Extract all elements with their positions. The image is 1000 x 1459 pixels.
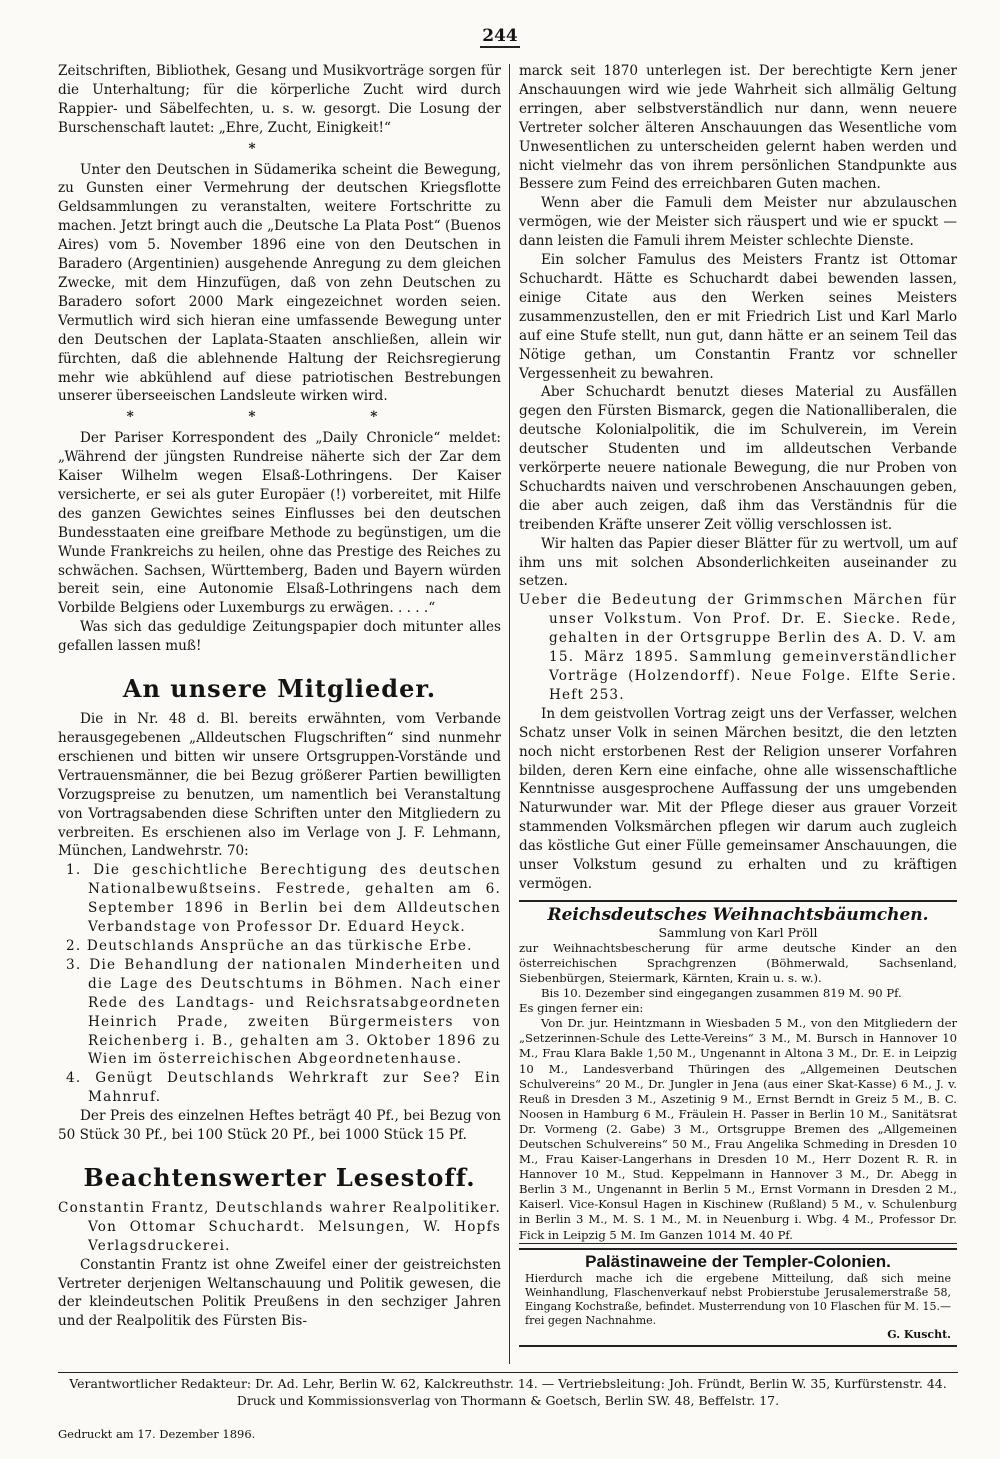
list-item: 4. Genügt Deutschlands Wehrkraft zur See? Ein Mahnruf.: [66, 1070, 501, 1106]
donation-intro: Es gingen ferner ein:: [519, 1001, 644, 1016]
left-column: [58, 62, 501, 1331]
list-item: 2. Deutschlands Ansprüche an das türkische Erbe.: [66, 937, 473, 954]
book-citation: Ueber die Bedeutung der Grimmschen Märchen für unser Volkstum. Von Prof. Dr. E. Siecke. Rede, gehalten in der Ortsgruppe Berlin des A. D. V. am 15. März 1895. Sammlung gemeinverständlicher Vorträge (Holzendorff). Neue Folge. Elfte Serie. Heft 253.: [519, 592, 957, 703]
separator-stars: *: [248, 140, 311, 157]
paragraph: marck seit 1870 unterlegen ist. Der berechtigte Kern jener Anschauungen wird wie jede Wahrheit sich allmälig Geltung erringen, aber selbstverständlich nur dann, wenn neuere Vertreter solcher älteren Anschauungen das Wesentliche vom Unwesentlichen zu unterscheiden gelernt haben werden und nicht vielmehr das von ihrem persönlichen Standpunkte aus Bessere zum Feind des erreichbaren Guten machen.: [519, 63, 957, 193]
paragraph: Wenn aber die Famuli dem Meister nur abzulauschen vermögen, wie der Meister sich räuspert und wie er spuckt — dann leisten die Famuli ihrem Meister schlechte Dienste.: [519, 195, 957, 250]
paragraph: Der Preis des einzelnen Heftes beträgt 40 Pf., bei Bezug von 50 Stück 30 Pf., bei 100 Stück 20 Pf., bei 1000 Stück 15 Pf.: [58, 1108, 501, 1144]
paragraph: Zeitschriften, Bibliothek, Gesang und Musikvorträge sorgen für die Unterhaltung; für die körperliche Zucht wird durch Rappier- und Säbelfechten, u. s. w. gesorgt. Die Losung der Burschenschaft lautet: „Ehre, Zucht, Einigkeit!“: [58, 63, 501, 136]
ad-signature: G. Kuscht.: [887, 1327, 951, 1341]
paragraph: Was sich das geduldige Zeitungspapier doch mitunter alles gefallen lassen muß!: [58, 619, 501, 655]
paragraph: Aber Schuchardt benutzt dieses Material zu Ausfällen gegen den Fürsten Bismarck, gegen die Nationalliberalen, die deutsche Kolonialpolitik, die im Schulverein, im Verein deutscher Studenten und im alldeutschen Verbande verkörperte neuere nationale Bewegung, die nur Proben von Schuchardts naiven und verschrobenen Anschauungen geben, die aber auch zeigen, daß ihm das Verständnis für die treibenden Kräfte unserer Zeit völlig verschlossen ist.: [519, 384, 957, 533]
paragraph: Unter den Deutschen in Südamerika scheint die Bewegung, zu Gunsten einer Vermehrung der deutschen Kriegsflotte Geldsammlungen zu veranstalten, weitere Fortschritte zu machen. Jetzt bringt auch die „Deutsche La Plata Post“ (Buenos Aires) vom 5. November 1896 eine von den Deutschen in Baradero (Argentinien) ausgehende Anregung zu dem gleichen Zwecke, mit dem Hinzufügen, daß von zehn Deutschen zu Baradero sofort 2000 Mark eingezeichnet worden seien. Vermutlich wird sich hieran eine umfassende Bewegung unter den Deutschen der Laplata-Staaten anschließen, allein wir fürchten, daß die ablehnende Haltung der Reichsregierung mehr wie abkühlend auf diese patriotischen Bestrebungen unserer überseeischen Landsleute wirken wird.: [58, 161, 501, 405]
book-citation: Constantin Frantz, Deutschlands wahrer Realpolitiker. Von Ottomar Schuchardt. Melsungen, W. Hopfs Verlagsdruckerei.: [58, 1199, 501, 1254]
paragraph: In dem geistvollen Vortrag zeigt uns der Verfasser, welchen Schatz unser Volk in seinen Märchen besitzt, die den letzten noch nicht erstorbenen Rest der Religion unserer Vorfahren bilden, deren Kern eine einfache, ohne alle wissenschaftliche Kenntnisse ausgesprochene Auffassung der uns umgebenden Naturwunder war. Mit der Pflege dieser aus grauer Vorzeit stammenden Volksmärchen pflegen wir darum auch zugleich das köstliche Gut einer Fülle gemeinsamer Anschauungen, die unser Volkstum gesund zu erhalten und zu kräftigen vermögen.: [519, 705, 957, 892]
imprint: [58, 1372, 958, 1409]
paragraph: Wir halten das Papier dieser Blätter für zu wertvoll, um auf ihm uns mit solchen Absonderlichkeiten auseinander zu setzen.: [519, 535, 957, 590]
list-item: 3. Die Behandlung der nationalen Minderheiten und die Lage des Deutschtums in Böhmen. Nach einer Rede des Landtags- und Reichsratsabgeordneten Heinrich Prade, zweiten Bürgermeisters von Reichenberg i. B., gehalten am 3. Oktober 1896 zu Wien im österreichischen Abgeordnetenhause.: [66, 956, 501, 1068]
paragraph: Der Pariser Korrespondent des „Daily Chronicle“ meldet: „Während der jüngsten Rundreise näherte sich der Zar dem Kaiser Wilhelm wegen Elsaß-Lothringens. Der Kaiser versicherte, er sei als guter Europäer (!) vorbereitet, mit Hilfe des ganzen Gewichtes seines Einflusses bei den deutschen Bundesstaaten eine greifbare Methode zu begünstigen, um die Wunde Frankreichs zu heilen, ohne das Prestige des Reiches zu schwächen. Sachsen, Württemberg, Baden und Bayern würden bereit sein, eine Autonomie Elsaß-Lothringens nach dem Vorbilde Belgiens oder Luxemburgs zu erwägen. . . . .“: [58, 430, 501, 617]
list-item: 1. Die geschichtliche Berechtigung des deutschen Nationalbewußtseins. Festrede, gehalten am 6. September 1896 in Berlin bei dem Alldeutschen Verbandstage von Professor Dr. Eduard Heyck.: [66, 862, 501, 936]
donation-title: Reichsdeutsches Weihnachtsbäumchen.: [547, 904, 929, 925]
ad-title: Palästinaweine der Templer-Colonien.: [585, 1251, 891, 1271]
section-heading: An unsere Mitglieder.: [122, 674, 437, 704]
paragraph: Constantin Frantz ist ohne Zweifel einer der geistreichsten Vertreter derjenigen Weltanschauung und Politik gewesen, die der kleindeutschen Politik Preußens in den sechziger Jahren und der Realpolitik des Fürsten Bis-: [58, 1256, 501, 1330]
paragraph: Die in Nr. 48 d. Bl. bereits erwähnten, vom Verbande herausgegebenen „Alldeutschen Flugschriften“ sind nunmehr erschienen und bitten wir unsere Ortsgruppen-Vorstände und Vertrauensmänner, die bei Bezug größerer Partien bewilligten Vorzugspreise zu benutzen, um namentlich bei Veranstaltung von Vortragsabenden diese Schriften unter den Mitgliedern zu verbreiten. Es erschienen also im Verlage von J. F. Lehmann, München, Landwehrstr. 70:: [58, 711, 501, 860]
print-date: Gedruckt am 17. Dezember 1896.: [58, 1427, 256, 1441]
separator-stars: * * *: [126, 409, 433, 426]
publication-list: [58, 861, 501, 1107]
donation-list: Von Dr. jur. Heintzmann in Wiesbaden 5 M., von den Mitgliedern der „Setzerinnen-Schule des Lette-Vereins“ 3 M., M. Bursch in Hannover 10 M., Frau Klara Bakle 1,50 M., Ungenannt in Altona 3 M., Dr. E. in Leipzig 10 M., Landesverband Thüringen des „Allgemeinen Deutschen Schulvereins“ 20 M., Dr. Jungler in Jena (aus einer Skat-Kasse) 6 M., J. v. Reuß in Dresden 3 M., Aszetinig 9 M., Ernst Berndt in Greiz 5 M., B. C. Noosen in Hamburg 6 M., Fräulein H. Passer in Berlin 10 M., Sanitätsrat Dr. Vormeng (2. Gabe) 3 M., Ortsgruppe Bremen des „Allgemeinen Deutschen Schulvereins“ 50 M., Frau Angelika Schmeding in Dresden 10 M., Frau Kaiser-Langerhans in Dresden 10 M., Herr Dozent R. R. in Hannover 10 M., Stud. Keppelmann in Hannover 3 M., Dr. Abegg in Berlin 3 M., Ungenannt in Berlin 5 M., Ernst Vormann in Dresden 2 M., Kaiserl. Vice-Konsul Hagen in Kischinew (Rußland) 5 M., v. Schulenburg in Berlin 3 M., M. S. 1 M., M. in Neuenburg i. Wbg. 4 M., Professor Dr. Fick in Leipzig 5 M. Im Ganzen 1014 M. 40 Pf.: [519, 1016, 957, 1242]
donation-purpose: zur Weihnachtsbescherung für arme deutsche Kinder an den österreichischen Sprachgrenzen (Böhmerwald, Sachsenland, Siebenbürgen, Steiermark, Kärnten, Krain u. s. w.).: [519, 940, 957, 985]
advertisement: [519, 1248, 957, 1347]
right-column: [519, 62, 957, 1347]
imprint-printer: Druck und Kommissionsverlag von Thormann & Goetsch, Berlin SW. 48, Beffelstr. 17.: [236, 1393, 780, 1408]
paragraph: Ein solcher Famulus des Meisters Frantz ist Ottomar Schuchardt. Hätte es Schuchardt dabei bewenden lassen, einige Citate aus den Werken seines Meisters zusammenzustellen, den er mit Friedrich List und Karl Marlo auf eine Stufe stellt, nun gut, dann hätte er an seinem Teil das Nötige gethan, um Constantin Frantz vor schneller Vergessenheit zu bewahren.: [519, 252, 957, 382]
section-heading: Beachtenswerter Lesestoff.: [83, 1162, 476, 1192]
imprint-editor: Verantwortlicher Redakteur: Dr. Ad. Lehr, Berlin W. 62, Kalckreuthstr. 14. — Vertriebsleitung: Joh. Fründt, Berlin W. 35, Kurfürstenstr. 44.: [69, 1376, 947, 1391]
column-rule: [509, 64, 510, 1364]
donation-total: Bis 10. Dezember sind eingegangen zusammen 819 M. 90 Pf.: [541, 986, 902, 1001]
donation-box: [519, 900, 957, 1244]
donation-subtitle: Sammlung von Karl Pröll: [658, 924, 818, 940]
page-number: 244: [482, 26, 518, 46]
ad-text: Hierdurch mache ich die ergebene Mitteilung, daß sich meine Weinhandlung, Flaschenverkauf nebst Probierstube Jerusalemerstraße 58, Eingang Kochstraße, befindet. Musterrendung von 10 Flaschen für M. 15.— frei gegen Nachnahme.: [525, 1271, 951, 1327]
